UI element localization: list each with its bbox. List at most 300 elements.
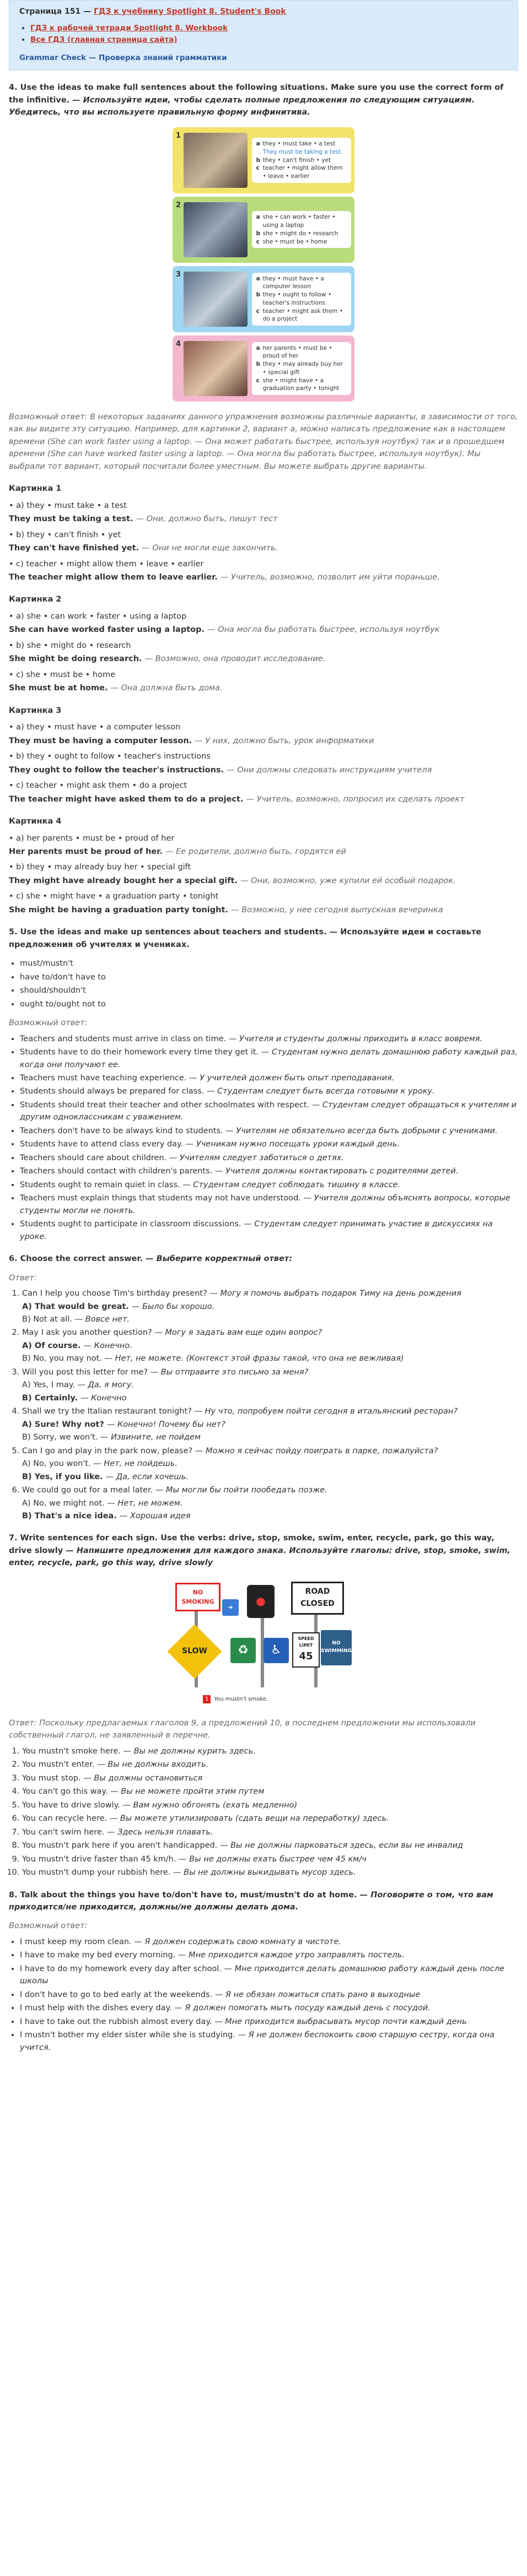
option-b-ru: — Нет, не можете. (Контекст этой фразы такой, что она не вежливая) — [104, 1354, 404, 1363]
answer-en: You have to drive slowly. — [22, 1800, 120, 1810]
question-en: Will you post this letter for me? — [22, 1367, 148, 1377]
question — [22, 1287, 518, 1300]
question-en: Shall we try the Italian restaurant tonight? — [22, 1407, 192, 1416]
item-prompt — [9, 780, 518, 792]
item-translation: — Они, должно быть, пишут тест — [136, 515, 278, 524]
no-smoking-sign: NO SMOKING — [175, 1583, 221, 1611]
answer-item — [22, 1772, 518, 1784]
answer-en: I mustn't bother my elder sister while she is studying. — [20, 2031, 235, 2040]
answer-en: Students should treat their teacher and other schoolmates with respect. — [20, 1100, 310, 1110]
answer-item — [20, 1033, 518, 1045]
item-prompt — [9, 558, 518, 570]
card-number: 4 — [176, 339, 181, 348]
answer-en: I have to make my bed every morning. — [20, 1951, 176, 1960]
question-item — [22, 1484, 518, 1522]
answer-item — [22, 1866, 518, 1879]
task6-answer-label: Ответ: — [9, 1273, 37, 1282]
answer-ru: — Вы не должны парковаться здесь, если вы не инвалид — [220, 1841, 464, 1850]
page-number-label: Страница 151 — — [19, 7, 92, 16]
task5-ideas — [9, 957, 518, 1010]
answer-ru: — Я не обязан ложиться спать рано в выходные — [214, 1990, 421, 1999]
item-answer — [9, 653, 518, 665]
answer-en: Students ought to remain quiet in class. — [20, 1180, 180, 1189]
answer-item — [22, 1839, 518, 1852]
answer-ru: — Ученикам нужно посещать уроки каждый день. — [185, 1140, 400, 1149]
task8-answers — [9, 1936, 518, 2054]
card-option: a her parents • must be • proud of her — [256, 344, 332, 360]
item-prompt — [9, 721, 518, 733]
idea-item: • must/mustn't — [20, 957, 518, 970]
grammar-check-title: Grammar Check — Проверка знаний грамматики — [19, 53, 227, 62]
question-ru: — Вы отправите это письмо за меня? — [150, 1367, 309, 1377]
item-prompt-text: c) teacher • might allow them • leave • earlier — [16, 559, 204, 569]
answer-item — [20, 2002, 518, 2014]
question-en: May I ask you another question? — [22, 1328, 152, 1338]
option-a — [22, 1497, 518, 1509]
card-number: 2 — [176, 201, 181, 209]
item-prompt — [9, 750, 518, 762]
option-a-en: A) That would be great. — [22, 1302, 129, 1311]
answer-item — [20, 1936, 518, 1948]
task6-items — [9, 1287, 518, 1522]
picture-label: Картинка 1 — [9, 484, 62, 494]
card-option: b they • can't finish • yet — [256, 156, 331, 164]
option-b-ru: — Конечно — [80, 1393, 127, 1403]
answer-ru: — Вы не можете пройти этим путем — [110, 1787, 265, 1796]
picture-card-4 — [173, 335, 354, 402]
question-ru: — Могу я задать вам еще один вопрос? — [154, 1328, 322, 1338]
option-a-en: A) No, you won't. — [22, 1459, 91, 1469]
answer-item — [20, 1179, 518, 1191]
item-answer-text: They might have already bought her a special gift. — [9, 876, 238, 885]
answer-item — [20, 1192, 518, 1217]
answer-en: I have to do my homework every day after school. — [20, 1964, 222, 1973]
answer-ru: — Мне приходится делать домашнюю работу каждый день после школы — [20, 1964, 504, 1986]
answer-ru: — Студентам следует быть всегда готовыми к уроку. — [207, 1087, 435, 1096]
answer-en: You must stop. — [22, 1773, 81, 1783]
task5-title-en: 5. Use the ideas and make up sentences about teachers and students. — [9, 928, 327, 937]
idea-item: • should/shouldn't — [20, 984, 518, 997]
option-b-ru: — Да, если хочешь. — [105, 1472, 189, 1481]
road-closed-sign: ROAD CLOSED — [291, 1582, 344, 1615]
card-options — [252, 138, 351, 182]
task7-title-ru: — Напишите предложения для каждого знака. Используйте глаголы: drive, stop, smoke, swim, enter, recycle, park, go this way, drive slowly — [9, 1546, 511, 1568]
bullet: • — [9, 611, 17, 621]
item-answer — [9, 682, 518, 694]
answer-ru: — Вы не должны курить здесь. — [123, 1746, 256, 1756]
bullet: • — [9, 892, 17, 901]
question-ru: — Ну что, попробуем пойти сегодня в итальянский ресторан? — [194, 1407, 458, 1416]
answer-en: You mustn't drive faster than 45 km/h. — [22, 1854, 176, 1864]
item-prompt — [9, 890, 518, 902]
option-b-en: B) Not at all. — [22, 1314, 72, 1324]
card-options — [252, 273, 351, 326]
card-option: c she • must be • home — [256, 238, 327, 245]
answer-item — [22, 1826, 518, 1838]
no-swimming-sign: NO SWIMMING — [321, 1630, 352, 1665]
answer-item — [20, 2029, 518, 2054]
answer-ru: — Вы можете утилизировать (сдать вещи на переработку) здесь. — [109, 1814, 389, 1823]
task7-answers — [9, 1745, 518, 1879]
option-a-ru: — Конечно! Почему бы нет? — [106, 1420, 225, 1429]
question-item — [22, 1327, 518, 1365]
card-option-example: They must be taking a test. — [262, 148, 343, 155]
graduation-family-photo — [184, 341, 248, 396]
answer-item — [20, 1152, 518, 1164]
girl-with-laptop-photo — [184, 202, 248, 257]
answer-ru: — Учителя должны объяснять вопросы, которые студенты могли не понять. — [20, 1194, 510, 1215]
answer-item — [22, 1853, 518, 1865]
item-translation: — Они должны следовать инструкциям учителя — [227, 765, 432, 775]
students-book-link[interactable]: ГДЗ к учебнику Spotlight 8. Student's Book — [94, 7, 286, 16]
option-a-ru: — Нет, не можем. — [107, 1498, 183, 1508]
question-item — [22, 1287, 518, 1325]
card-option: a they • must have • a computer lesson — [256, 275, 324, 290]
option-a — [22, 1301, 518, 1313]
item-prompt-text: b) they • may already buy her • special gift — [16, 863, 191, 872]
answer-ru: — Учителям следует заботиться о детях. — [169, 1153, 344, 1162]
item-answer-text: She might be doing research. — [9, 654, 142, 664]
answer-item — [20, 1138, 518, 1150]
task4-title — [9, 82, 518, 118]
item-prompt — [9, 861, 518, 873]
answer-en: Teachers should care about children. — [20, 1153, 167, 1162]
answer-item — [22, 1785, 518, 1798]
item-translation: — Она должна быть дома. — [110, 684, 223, 693]
task5-answers — [9, 1033, 518, 1243]
task4-cards — [9, 126, 518, 403]
answer-ru: — Учителя должны контактировать с родителями детей. — [214, 1167, 459, 1176]
answer-item — [20, 1099, 518, 1124]
answer-item — [20, 1165, 518, 1177]
option-a-ru: — Да, я могу. — [77, 1381, 134, 1390]
item-translation: — Учитель, возможно, позволит им уйти пораньше. — [220, 573, 440, 582]
question-en: We could go out for a meal later. — [22, 1486, 153, 1495]
option-b-en: B) Sorry, we won't. — [22, 1433, 98, 1442]
item-translation: — У них, должно быть, урок информатики — [195, 736, 374, 745]
card-options — [252, 211, 351, 248]
task7-note: Ответ: Поскольку предлагаемых глаголов 9, а предложений 10, в последнем предложении мы использовали собственный глагол, не заявленный в перечне. — [9, 1718, 476, 1740]
bullet: • — [9, 834, 17, 843]
card-option: c she • might have • a graduation party • tonight — [256, 377, 340, 392]
item-answer-text: She can have worked faster using a laptop. — [9, 625, 205, 635]
item-prompt — [9, 500, 518, 512]
picture-card-1 — [173, 127, 354, 193]
task4-possible-answer-note: Возможный ответ: В некоторых заданиях данного упражнения возможны различные варианты, в зависимости от того, как вы видите эту ситуацию. Например, для картинки 2, вариант a, можно написать предложение как в настоящем времени (She can work faster using a laptop. — Она может работать быстрее, используя ноутбук) так и в прошедшем времени (She can have worked faster using a laptop. — Она могла бы работать быстрее, используя ноутбук). Мы выбрали тот вариант, который посчитали более уместным. Вы можете выбрать другие варианты. — [9, 412, 518, 471]
option-a — [22, 1419, 518, 1431]
bullet: • — [9, 752, 17, 761]
answer-ru: — Вам нужно обгонять (ехать медленно) — [122, 1800, 298, 1810]
item-translation: — Они, возможно, уже купили ей особый подарок. — [240, 876, 456, 885]
item-prompt-text: c) she • must be • home — [16, 670, 116, 679]
sign-caption-number: 1 — [203, 1695, 211, 1704]
item-prompt-text: a) they • must have • a computer lesson — [16, 723, 181, 732]
answer-item — [22, 1745, 518, 1757]
header-link-item — [30, 34, 508, 46]
answer-en: You can recycle here. — [22, 1814, 107, 1823]
task6-title-en: 6. Choose the correct answer. — [9, 1254, 143, 1264]
answer-ru: — Мне приходится каждое утро заправлять постель. — [178, 1951, 405, 1960]
answer-item — [20, 1218, 518, 1243]
computer-lesson-photo — [184, 272, 248, 327]
task7-title — [9, 1532, 518, 1569]
item-prompt-text: b) they • can't finish • yet — [16, 530, 121, 539]
handicapped-parking-icon: ♿ — [264, 1638, 289, 1663]
arrow-sign-icon: ➜ — [222, 1599, 239, 1616]
traffic-light-icon: ● — [247, 1585, 275, 1618]
answer-en: Students ought to participate in classroom discussions. — [20, 1220, 241, 1229]
item-answer-text: They must be having a computer lesson. — [9, 736, 192, 745]
item-answer — [9, 624, 518, 636]
option-a-en: A) No, we might not. — [22, 1498, 105, 1508]
item-prompt — [9, 529, 518, 541]
card-option: b she • might do • research — [256, 230, 338, 237]
answer-en: You mustn't smoke here. — [22, 1746, 121, 1756]
option-a-en: A) Yes, I may. — [22, 1381, 75, 1390]
card-option: c teacher • might ask them • do a project — [256, 307, 343, 323]
answer-ru: — Студентам следует соблюдать тишину в классе. — [182, 1180, 401, 1189]
question — [22, 1366, 518, 1378]
answer-en: You can't go this way. — [22, 1787, 108, 1796]
item-prompt-text: a) she • can work • faster • using a laptop — [16, 611, 187, 621]
item-answer — [9, 513, 518, 525]
card-options — [252, 342, 351, 395]
item-translation: — Возможно, она проводит исследование. — [144, 654, 326, 664]
task5-title — [9, 926, 518, 951]
speed-limit-sign — [292, 1632, 320, 1668]
item-answer-text: The teacher might allow them to leave earlier. — [9, 573, 218, 582]
answer-en: You mustn't dump your rubbish here. — [22, 1868, 171, 1877]
task8-title-en: 8. Talk about the things you have to/don't have to, must/mustn't do at home. — [9, 1890, 357, 1899]
header-links — [19, 23, 508, 46]
item-answer — [9, 542, 518, 554]
item-translation: — Учитель, возможно, попросил их сделать проект — [246, 794, 465, 804]
card-option: b they • ought to follow • teacher's instructions — [256, 291, 332, 306]
answer-en: You can't swim here. — [22, 1827, 105, 1837]
answer-item — [20, 1046, 518, 1071]
answer-item — [20, 1963, 518, 1988]
sign-caption-text: You mustn't smoke. — [214, 1696, 268, 1702]
item-prompt-text: a) they • must take • a test — [16, 501, 127, 510]
answer-en: You mustn't park here if you aren't handicapped. — [22, 1841, 218, 1850]
answer-en: Students should always be prepared for class. — [20, 1087, 205, 1096]
option-b — [22, 1313, 518, 1325]
item-translation: — Ее родители, должно быть, гордятся ей — [165, 847, 346, 856]
option-b — [22, 1510, 518, 1522]
answer-en: I don't have to go to bed early at the weekends. — [20, 1990, 213, 1999]
answer-ru: — Студентам следует обращаться к учителям и другим одноклассникам с уважением. — [20, 1100, 517, 1122]
picture-label: Картинка 4 — [9, 817, 62, 826]
question — [22, 1327, 518, 1339]
option-b-en: B) No, you may not. — [22, 1354, 102, 1363]
item-answer-text: Her parents must be proud of her. — [9, 847, 163, 856]
sign-caption — [203, 1695, 268, 1704]
answer-en: Teachers must explain things that students may not have understood. — [20, 1194, 301, 1203]
picture-card-2 — [173, 197, 354, 263]
speed-limit-value: 45 — [299, 1650, 313, 1663]
item-prompt — [9, 610, 518, 623]
task6-title-ru: — Выберите корректный ответ: — [146, 1254, 293, 1264]
question-en: Can I help you choose Tim's birthday present? — [22, 1289, 207, 1298]
item-answer — [9, 735, 518, 747]
bullet: • — [9, 670, 17, 679]
item-answer — [9, 571, 518, 583]
question-ru: — Можно я сейчас пойду поиграть в парке, пожалуйста? — [195, 1446, 438, 1455]
card-option: c teacher • might allow them • leave • earlier — [256, 165, 343, 180]
answer-item — [22, 1799, 518, 1811]
answer-ru: — Студентам следует принимать участие в дискуссиях на уроке. — [20, 1220, 493, 1241]
answer-ru: — Я должен помогать мыть посуду каждый день с посудой. — [174, 2004, 431, 2013]
question-item — [22, 1405, 518, 1443]
answer-en: You mustn't enter. — [22, 1760, 95, 1769]
students-taking-test-photo — [184, 133, 248, 188]
task7-title-en: 7. Write sentences for each sign. Use the verbs: drive, stop, smoke, swim, enter, recycle, park, go this way, drive slowly — [9, 1534, 494, 1555]
option-b-en: B) That's a nice idea. — [22, 1512, 117, 1521]
card-option: b they • may already buy her • special gift — [256, 361, 343, 376]
bullet: • — [9, 863, 17, 872]
answer-en: I must help with the dishes every day. — [20, 2004, 172, 2013]
answer-item — [20, 1072, 518, 1084]
answer-en: Teachers and students must arrive in class on time. — [20, 1034, 227, 1043]
option-a — [22, 1379, 518, 1391]
workbook-link[interactable]: ГДЗ к рабочей тетради Spotlight 8. Workbook — [30, 23, 228, 33]
picture-label: Картинка 2 — [9, 595, 62, 604]
header-link-item — [30, 23, 508, 34]
answer-en: I must keep my room clean. — [20, 1937, 132, 1946]
item-answer-text: They must be taking a test. — [9, 515, 133, 524]
answer-ru: — Вы не должны ехать быстрее чем 45 км/ч — [179, 1854, 367, 1864]
answer-ru: — Учителям не обязательно всегда быть добрыми с учениками. — [225, 1126, 498, 1135]
option-a — [22, 1458, 518, 1470]
answer-en: Teachers must have teaching experience. — [20, 1074, 187, 1083]
option-a-ru: — Конечно. — [83, 1341, 132, 1350]
card-number: 3 — [176, 270, 181, 279]
option-b-ru: — Извините, не пойдем — [100, 1433, 201, 1442]
task5-answer-label: Возможный ответ: — [9, 1019, 88, 1028]
bullet: • — [9, 559, 17, 569]
option-b — [22, 1431, 518, 1443]
answer-item — [20, 1989, 518, 2001]
answer-item — [20, 2016, 518, 2028]
answer-ru: — Мне приходится выбрасывать мусор почти каждый день — [214, 2017, 467, 2026]
option-a-ru: — Было бы хорошо. — [131, 1302, 215, 1311]
answer-ru: — Студентам нужно делать домашнюю работу каждый раз, когда они получают ее. — [20, 1048, 518, 1069]
task4-title-en: 4. Use the ideas to make full sentences about the following situations. Make sure you use the correct form of the infinitive. — [9, 83, 504, 105]
answer-ru: — Вы не должны входить. — [97, 1760, 209, 1769]
answer-ru: — Вы должны остановиться — [83, 1773, 203, 1783]
answer-en: Teachers should contact with children's parents. — [20, 1167, 213, 1176]
answer-en: Students have to do their homework every time they get it. — [20, 1048, 259, 1057]
option-b-en: B) Certainly. — [22, 1393, 78, 1403]
road-signs-group — [170, 1577, 357, 1709]
answer-ru: — Я не должен беспокоить свою старшую сестру, когда она учится. — [20, 2031, 495, 2052]
question-ru: — Мы могли бы пойти пообедать позже. — [155, 1486, 327, 1495]
item-prompt-text: c) she • might have • a graduation party • tonight — [16, 892, 219, 901]
item-prompt-text: c) teacher • might ask them • do a project — [16, 781, 187, 791]
item-translation: — Она могла бы работать быстрее, используя ноутбук — [207, 625, 440, 635]
bullet: • — [9, 723, 17, 732]
task8-answer-label: Возможный ответ: — [9, 1922, 88, 1931]
question — [22, 1445, 518, 1457]
item-translation: — Возможно, у нее сегодня выпускная вечеринка — [230, 905, 443, 914]
item-prompt-text: b) she • might do • research — [16, 641, 131, 650]
header-box — [9, 0, 518, 71]
home-link[interactable]: Все ГДЗ (главная страница сайта) — [30, 35, 178, 44]
task5-title-ru: — Используйте идеи и составьте предложения об учителях и учениках. — [9, 928, 482, 949]
idea-item: • have to/don't have to — [20, 971, 518, 983]
answer-item — [22, 1758, 518, 1771]
item-answer — [9, 846, 518, 858]
item-answer — [9, 875, 518, 887]
item-answer — [9, 904, 518, 916]
item-prompt — [9, 832, 518, 845]
item-answer-text: They ought to follow the teacher's instructions. — [9, 765, 224, 775]
option-a-ru: — Нет, не пойдешь. — [93, 1459, 178, 1469]
option-b — [22, 1471, 518, 1483]
task6-title — [9, 1253, 518, 1265]
option-b — [22, 1392, 518, 1404]
answer-en: Teachers don't have to be always kind to students. — [20, 1126, 223, 1135]
answer-item — [22, 1812, 518, 1825]
question — [22, 1405, 518, 1417]
option-a-en: A) Sure! Why not? — [22, 1420, 104, 1429]
option-b — [22, 1352, 518, 1365]
item-answer-text: She must be at home. — [9, 684, 108, 693]
recycle-sign-icon: ♻ — [230, 1638, 256, 1663]
item-answer-text: She might be having a graduation party tonight. — [9, 905, 228, 914]
task8-title — [9, 1889, 518, 1914]
card-option: a they • must take • a test — [256, 140, 336, 148]
task4-pictures — [9, 483, 518, 916]
speed-limit-label: SPEED LIMIT — [298, 1636, 314, 1648]
answer-ru: — Я должен содержать свою комнату в чистоте. — [134, 1937, 341, 1946]
question — [22, 1484, 518, 1496]
answer-ru: — Здесь нельзя плавать. — [107, 1827, 213, 1837]
answer-item — [20, 1949, 518, 1961]
item-prompt — [9, 640, 518, 652]
card-number: 1 — [176, 131, 181, 140]
picture-label: Картинка 3 — [9, 706, 62, 715]
answer-ru: — Вы не должны выкидывать мусор здесь. — [173, 1868, 356, 1877]
question-item — [22, 1366, 518, 1404]
answer-en: Students have to attend class every day. — [20, 1140, 184, 1149]
option-b-en: B) Yes, if you like. — [22, 1472, 103, 1481]
card-option: a she • can work • faster • using a laptop — [256, 214, 336, 229]
bullet: • — [9, 530, 17, 539]
option-b-ru: — Вовсе нет. — [74, 1314, 130, 1324]
question-en: Can I go and play in the park now, please? — [22, 1446, 193, 1455]
page-label — [19, 6, 508, 18]
item-answer-text: They can't have finished yet. — [9, 544, 139, 553]
option-a — [22, 1340, 518, 1352]
item-answer — [9, 793, 518, 805]
answer-en: I have to take out the rubbish almost every day. — [20, 2017, 212, 2026]
picture-card-3 — [173, 266, 354, 332]
idea-item: • ought to/ought not to — [20, 998, 518, 1010]
item-prompt-text: b) they • ought to follow • teacher's instructions — [16, 752, 211, 761]
option-b-ru: — Хорошая идея — [119, 1512, 191, 1521]
answer-item — [20, 1125, 518, 1137]
road-signs-illustration — [9, 1577, 518, 1709]
item-translation: — Они не могли еще закончить. — [142, 544, 278, 553]
item-prompt-text: a) her parents • must be • proud of her — [16, 834, 175, 843]
item-answer — [9, 764, 518, 776]
answer-ru: — Учителя и студенты должны приходить в класс вовремя. — [228, 1034, 483, 1043]
item-prompt — [9, 669, 518, 681]
task8-title-ru: — Поговорите о том, что вам приходится/не приходится, должны/не должны делать дома. — [9, 1890, 493, 1912]
answer-item — [20, 1085, 518, 1097]
bullet: • — [9, 641, 17, 650]
